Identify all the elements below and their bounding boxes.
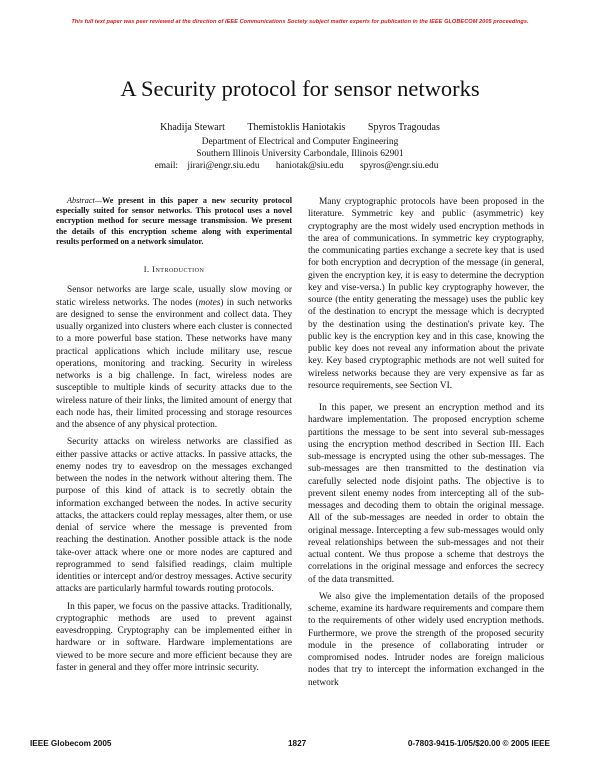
right-column xyxy=(308,196,544,689)
section-heading-introduction xyxy=(56,264,292,276)
intro-paragraph-1 xyxy=(56,284,292,431)
intro-paragraph-4: Many cryptographic protocols have been proposed in the literature. Symmetric key and public (asymmetric) key cryptography are the most widely used encryption methods in the area of communications. In symmetric key cryptography, the communicating parties exchange a secrete key that is used for both encryption and decryption of the message (in general, given the encryption key, it is easy to determine the decryption key and vise-versa.) In public key cryptography however, the source (the entity generating the message) uses the public key of the destination to encrypt the message which is decrypted by the destination using the destination's private key. The public key is the encryption key and in this case, knowing the public key does not reveal any information about the private key. Key based cryptographic methods are not well suited for wireless networks because they are very expensive as far as resource requirements, see Section VI. xyxy=(308,197,544,391)
author-list xyxy=(0,122,600,134)
affiliation xyxy=(0,136,600,161)
abstract-lead: Abstract— xyxy=(67,196,103,205)
intro-paragraph-2: Security attacks on wireless networks are classified as either passive attacks or active attacks. In passive attacks, the enemy nodes try to eavesdrop on the messages exchanged between the nodes in the network without altering them. The purpose of this kind of attack is to secretly obtain the information exchanged between the nodes. In active security attacks, the attackers could replay messages, alter them, or use denial of service where the message is prevented from reaching the destination. Another possible attack is the node take-over attack where one or more nodes are captured and reprogrammed to send falsified readings, claim multiple identities or intercept and/or destroy messages. Active security attacks are particularly harmful towards routing protocols. xyxy=(56,437,292,595)
affiliation-university: Southern Illinois University Carbondale, Illinois 62901 xyxy=(196,149,404,160)
email-address: jirari@engr.siu.edu xyxy=(187,161,260,171)
email-list xyxy=(0,160,600,172)
footer-conference: IEEE Globecom 2005 xyxy=(30,739,112,748)
abstract xyxy=(56,196,292,247)
footer-copyright: 0-7803-9415-1/05/$20.00 © 2005 IEEE xyxy=(407,739,550,748)
motes-term: motes xyxy=(198,297,221,308)
paragraph-text: Sensor networks are large scale, usually slow moving or static wireless networks. The nodes ( xyxy=(56,285,292,308)
affiliation-department: Department of Electrical and Computer Engineering xyxy=(201,137,399,147)
author-name: Spyros Tragoudas xyxy=(367,122,440,133)
paper-title: A Security protocol for sensor networks xyxy=(120,76,480,101)
author-name: Themistoklis Haniotakis xyxy=(247,122,346,133)
section-title: Introduction xyxy=(152,265,205,275)
peer-review-banner: This full text paper was peer reviewed at the direction of IEEE Communications Society subject matter experts for publication in the IEEE GLOBECOM 2005 proceedings. xyxy=(71,19,529,25)
footer-page-number: 1827 xyxy=(288,739,307,748)
email-address: haniotak@siu.edu xyxy=(275,161,344,171)
paragraph-text: ) in such networks are designed to sense the environment and collect data. They usually organized into clusters where each cluster is connected to a more powerful base station. These networks have many practical applications which include military use, rescue operations, monitoring and tracking. Security in wireless networks is a big challenge. In fact, wireless nodes are susceptible to multiple kinds of security attacks due to the wireless nature of their links, the limited amount of energy that each node has, their limited processing and storage resources and the absence of any physical protection. xyxy=(56,297,292,431)
intro-paragraph-6: We also give the implementation details of the proposed scheme, examine its hardware requirements and compare them to the requirements of other widely used encryption methods. Furthermore, we prove the strength of the proposed security module in the presence of collaborating intruder or compromised nodes. Intruder nodes are foreign malicious nodes that try to intercept the information exchanged in the network xyxy=(308,591,544,688)
left-column xyxy=(56,196,292,674)
intro-paragraph-3: In this paper, we focus on the passive attacks. Traditionally, cryptographic methods are used to prevent against eavesdropping. Cryptography can be implemented either in hardware or in software. Hardware implementations are viewed to be more secure and more efficient because they are faster in general and they offer more intrinsic security. xyxy=(56,601,292,673)
abstract-text: We present in this paper a new security protocol especially suited for sensor networks. This protocol uses a novel encryption method for secure message transmission. We present the details of this encryption scheme along with experimental results performed on a network simulator. xyxy=(56,196,292,246)
email-label: email: xyxy=(154,161,179,171)
author-name: Khadija Stewart xyxy=(160,122,225,133)
intro-paragraph-5: In this paper, we present an encryption method and its hardware implementation. The proposed encryption scheme partitions the message to be sent into several sub-messages using the encryption method described in Section III. Each sub-message is encrypted using the other sub-messages. The sub-messages are then transmitted to the destination via carefully selected node disjoint paths. The objective is to prevent silent enemy nodes from intercepting all of the sub-messages and decoding them to obtain the original message. All of the sub-messages are needed in order to obtain the original message. Intercepting a few sub-messages would only reveal relationships between the sub-messages and not their actual content. We thus propose a scheme that destroys the correlations in the original message and enforces the secrecy of the data transmitted. xyxy=(308,403,544,585)
section-number: I. xyxy=(143,265,150,275)
email-address: spyros@engr.siu.edu xyxy=(359,161,439,171)
